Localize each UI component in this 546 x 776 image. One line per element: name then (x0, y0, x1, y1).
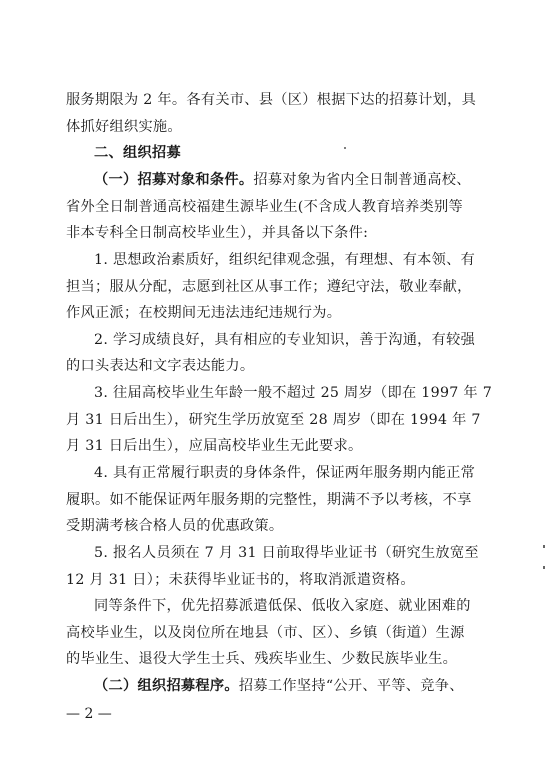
body-line: 月 31 日后出生），研究生学历放宽至 28 周岁（即在 1994 年 7 (66, 411, 481, 428)
subsection-line (94, 170, 486, 190)
list-item-line: 5. 报名人员须在 7 月 31 日前取得毕业证书（研究生放宽至 (94, 544, 479, 561)
body-line: 同等条件下，优先招募派遣低保、低收入家庭、就业困难的 (94, 598, 471, 615)
subsection-text: 招募对象为省内全日制普通高校、 (253, 171, 471, 188)
body-line: 受期满考核合格人员的优惠政策。 (66, 518, 284, 535)
subsection-lead: （一）招募对象和条件。 (94, 171, 254, 188)
list-item-line: 1. 思想政治素质好，组织纪律观念强，有理想、有本领、有 (94, 251, 476, 268)
body-line: 作风正派；在校期间无违法违纪违规行为。 (66, 305, 342, 322)
list-item-line: 2. 学习成绩良好，具有相应的专业知识，善于沟通，有较强 (94, 331, 476, 348)
body-line: 12 月 31 日）；未获得毕业证书的，将取消派遣资格。 (66, 571, 415, 588)
subsection-line (94, 676, 486, 696)
scan-edge-mark (543, 545, 545, 548)
subsection-text: 招募工作坚持“公开、平等、竞争、 (238, 678, 464, 694)
body-line: 高校毕业生，以及岗位所在地县（市、区）、乡镇（街道）生源 (66, 624, 465, 641)
body-line: 非本专科全日制高校毕业生），并具备以下条件: (66, 225, 369, 242)
body-line: 的毕业生、退役大学生士兵、残疾毕业生、少数民族毕业生。 (66, 651, 458, 668)
subsection-lead: （二）组织招募程序。 (94, 678, 239, 694)
body-line: 的口头表达和文字表达能力。 (66, 358, 255, 375)
body-line: 担当；服从分配，志愿到社区从事工作；遵纪守法，敬业奉献， (66, 278, 472, 295)
body-line: 服务期限为 2 年。各有关市、县（区）根据下达的招募计划，具 (66, 92, 477, 108)
list-item-line: 3. 往届高校毕业生年龄一般不超过 25 周岁（即在 1997 年 7 (94, 385, 493, 401)
list-item-line: 4. 具有正常履行职责的身体条件，保证两年服务期内能正常 (94, 464, 476, 481)
body-line: 省外全日制普通高校福建生源毕业生(不含成人教育培养类别等 (66, 198, 463, 215)
body-line: 体抓好组织实施。 (66, 118, 182, 135)
body-line: 月 31 日后出生），应届高校毕业生无此要求。 (66, 438, 363, 455)
scan-edge-mark (543, 566, 545, 569)
body-line: 履职。如不能保证两年服务期的完整性，期满不予以考核，不享 (66, 491, 472, 508)
page-number: — 2 — (66, 706, 112, 722)
section-heading: 二、组织招募 (94, 145, 181, 162)
